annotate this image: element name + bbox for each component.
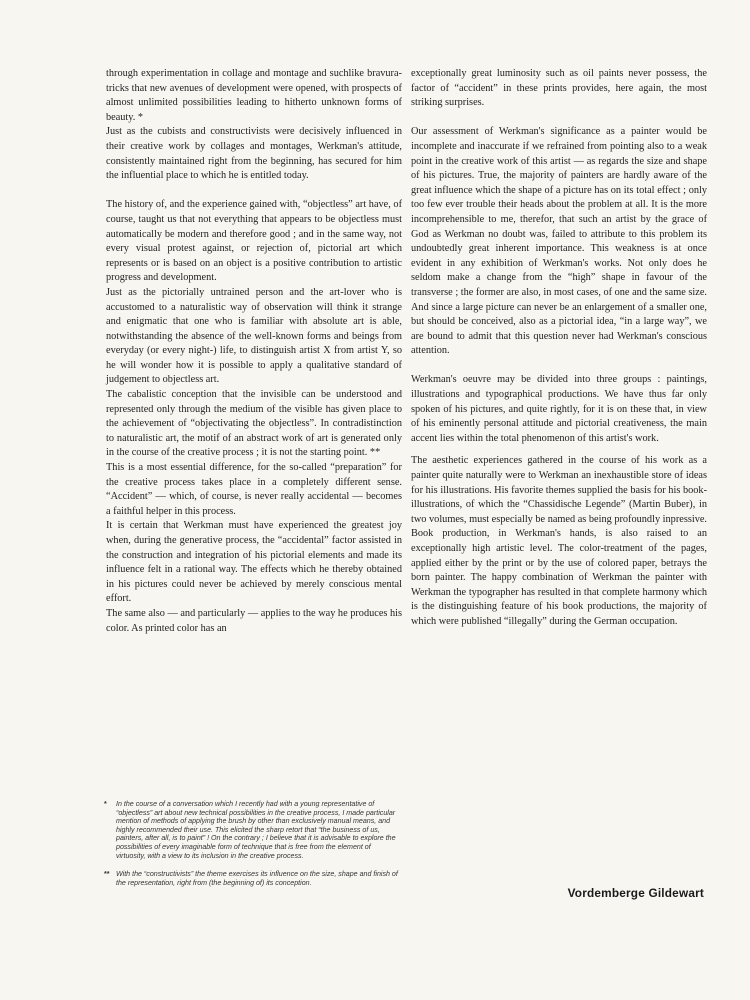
footnote bbox=[104, 800, 402, 860]
footnote bbox=[104, 870, 402, 887]
footnotes bbox=[104, 800, 402, 887]
paragraph: Just as the pictorially untrained person and the art-lover who is accustomed to a naturalistic way of observation will think it strange and enigmatic that one who is familiar with absolute art is able, notwithstanding the absence of the well-known forms and beings from everyday (or every night-) life, to distinguish artist X from artist Y, so he will wonder how it is possible to apply a qualitative standard of judgement to objectless art. bbox=[106, 286, 402, 386]
author-signature: Vordemberge Gildewart bbox=[567, 886, 704, 900]
footnote-text: With the “constructivists” the theme exercises its influence on the size, shape and finish of the representation, right from (the beginning of) its conception. bbox=[116, 870, 398, 887]
paragraph: Our assessment of Werkman's significance as a painter would be incomplete and inaccurate if we refrained from pointing also to a weak point in the creative work of this artist — as regards the size and shape of his pictures. True, the majority of painters are hardly aware of the great influence which the shape of a picture has on its total effect ; only too few ever trouble their heads about the problem at all. It is the more incomprehensible to me, therefor, that such an artist by the grace of God as Werkman no doubt was, failed to attribute to this problem its undoubtedly great inherent importance. This weakness is at once evident in any exhibition of Werkman's works. Not only does he seldom make a change from the “high” shape in favour of the transverse ; the former are also, in most cases, of one and the same size. And since a large picture can never be an enlargement of a smaller one, but should be conceived, also as a pictorial idea, “in a large way”, we are bound to admit that this question never had Werkman's conscious attention. bbox=[411, 126, 707, 357]
paragraph: exceptionally great luminosity such as oil paints never possess, the factor of “accident” in these prints provides, here again, the most striking surprises. bbox=[411, 68, 707, 109]
paragraph: It is certain that Werkman must have experienced the greatest joy when, during the generative process, the “accidental” factor assisted in the construction and integration of his pictorial elements and made its influence felt in a rational way. The effects which he thereby obtained in his pictures could never be achieved by merely conscious mental effort. bbox=[106, 520, 402, 605]
paragraph: The same also — and particularly — applies to the way he produces his color. As printed color has an bbox=[106, 607, 402, 634]
right-text-column bbox=[411, 67, 707, 630]
paragraph: The history of, and the experience gained with, “objectless” art have, of course, taught us that not everything that appears to be objectless must automatically be modern and therefore good ; and in the same way, not every visual protest against, or rejection of, pictorial art which represents or is based on an object is a positive contribution to artistic progress and development. bbox=[106, 199, 402, 284]
paragraph: This is a most essential difference, for the so-called “preparation” for the creative process takes place in a completely different sense. “Accident” — which, of course, is never really accidental — becomes a faithful helper in this process. bbox=[106, 462, 402, 517]
footnote-mark: * bbox=[104, 800, 107, 808]
paragraph: The aesthetic experiences gathered in the course of his work as a painter quite naturally were to Werkman an inexhaustible store of ideas for his illustrations. His favorite themes supplied the basis for his book-illustrations, of which the “Chassidische Legende” (Martin Buber), in two volumes, must especially be named as being profoundly inpressive. Book production, in Werkman's hands, is also raised to an exceptionally high artistic level. The color-treatment of the pages, applied either by the print or by the use of colored paper, betrays the born painter. The happy combination of Werkman the painter with Werkman the typographer has resulted in that complete harmony which is the distinguishing feature of his book productions, the majority of which were published “illegally” during the German occupation. bbox=[411, 455, 707, 627]
paragraph: The cabalistic conception that the invisible can be understood and represented only through the medium of the visible has given place to the achievement of “objectivating the objectless”. In contradistinction to naturalistic art, the motif of an abstract work of art is generated only in the course of the creative process ; it is not the starting point. ** bbox=[106, 389, 402, 459]
footnote-text: In the course of a conversation which I recently had with a young representative of “objectless” art about new technical possibilities in the creative process, I made particular mention of methods of applying the brush by other than exclusively manual means, and highly recommended their use. This elicited the sharp retort that “the business of us, painters, after all, is to paint” ! On the contrary ; I believe that it is advisable to explore the possibilities of every imaginable form of technique that is free from the element of virtuosity, with a view to its inclusion in the creative process. bbox=[116, 800, 396, 860]
paragraph: Just as the cubists and constructivists were decisively influenced in their creative work by collages and montages, Werkman's attitude, consistently maintained right from the beginning, has secured for him the influential place to which he is entitled today. bbox=[106, 126, 402, 182]
left-text-column bbox=[106, 67, 402, 636]
paragraph: Werkman's oeuvre may be divided into three groups : paintings, illustrations and typographical productions. We have thus far only spoken of his pictures, and quite rightly, for it is on these that, in view of his eminently personal attitude and pictorial creativeness, the main accent lies within the total phenomenon of this artist's work. bbox=[411, 374, 707, 444]
footnote-mark: ** bbox=[104, 870, 110, 879]
paragraph: through experimentation in collage and montage and suchlike bravura-tricks that new avenues of development were opened, with prospects of almost unlimited possibilities leading to hitherto unknown forms of beauty. * bbox=[106, 68, 402, 123]
